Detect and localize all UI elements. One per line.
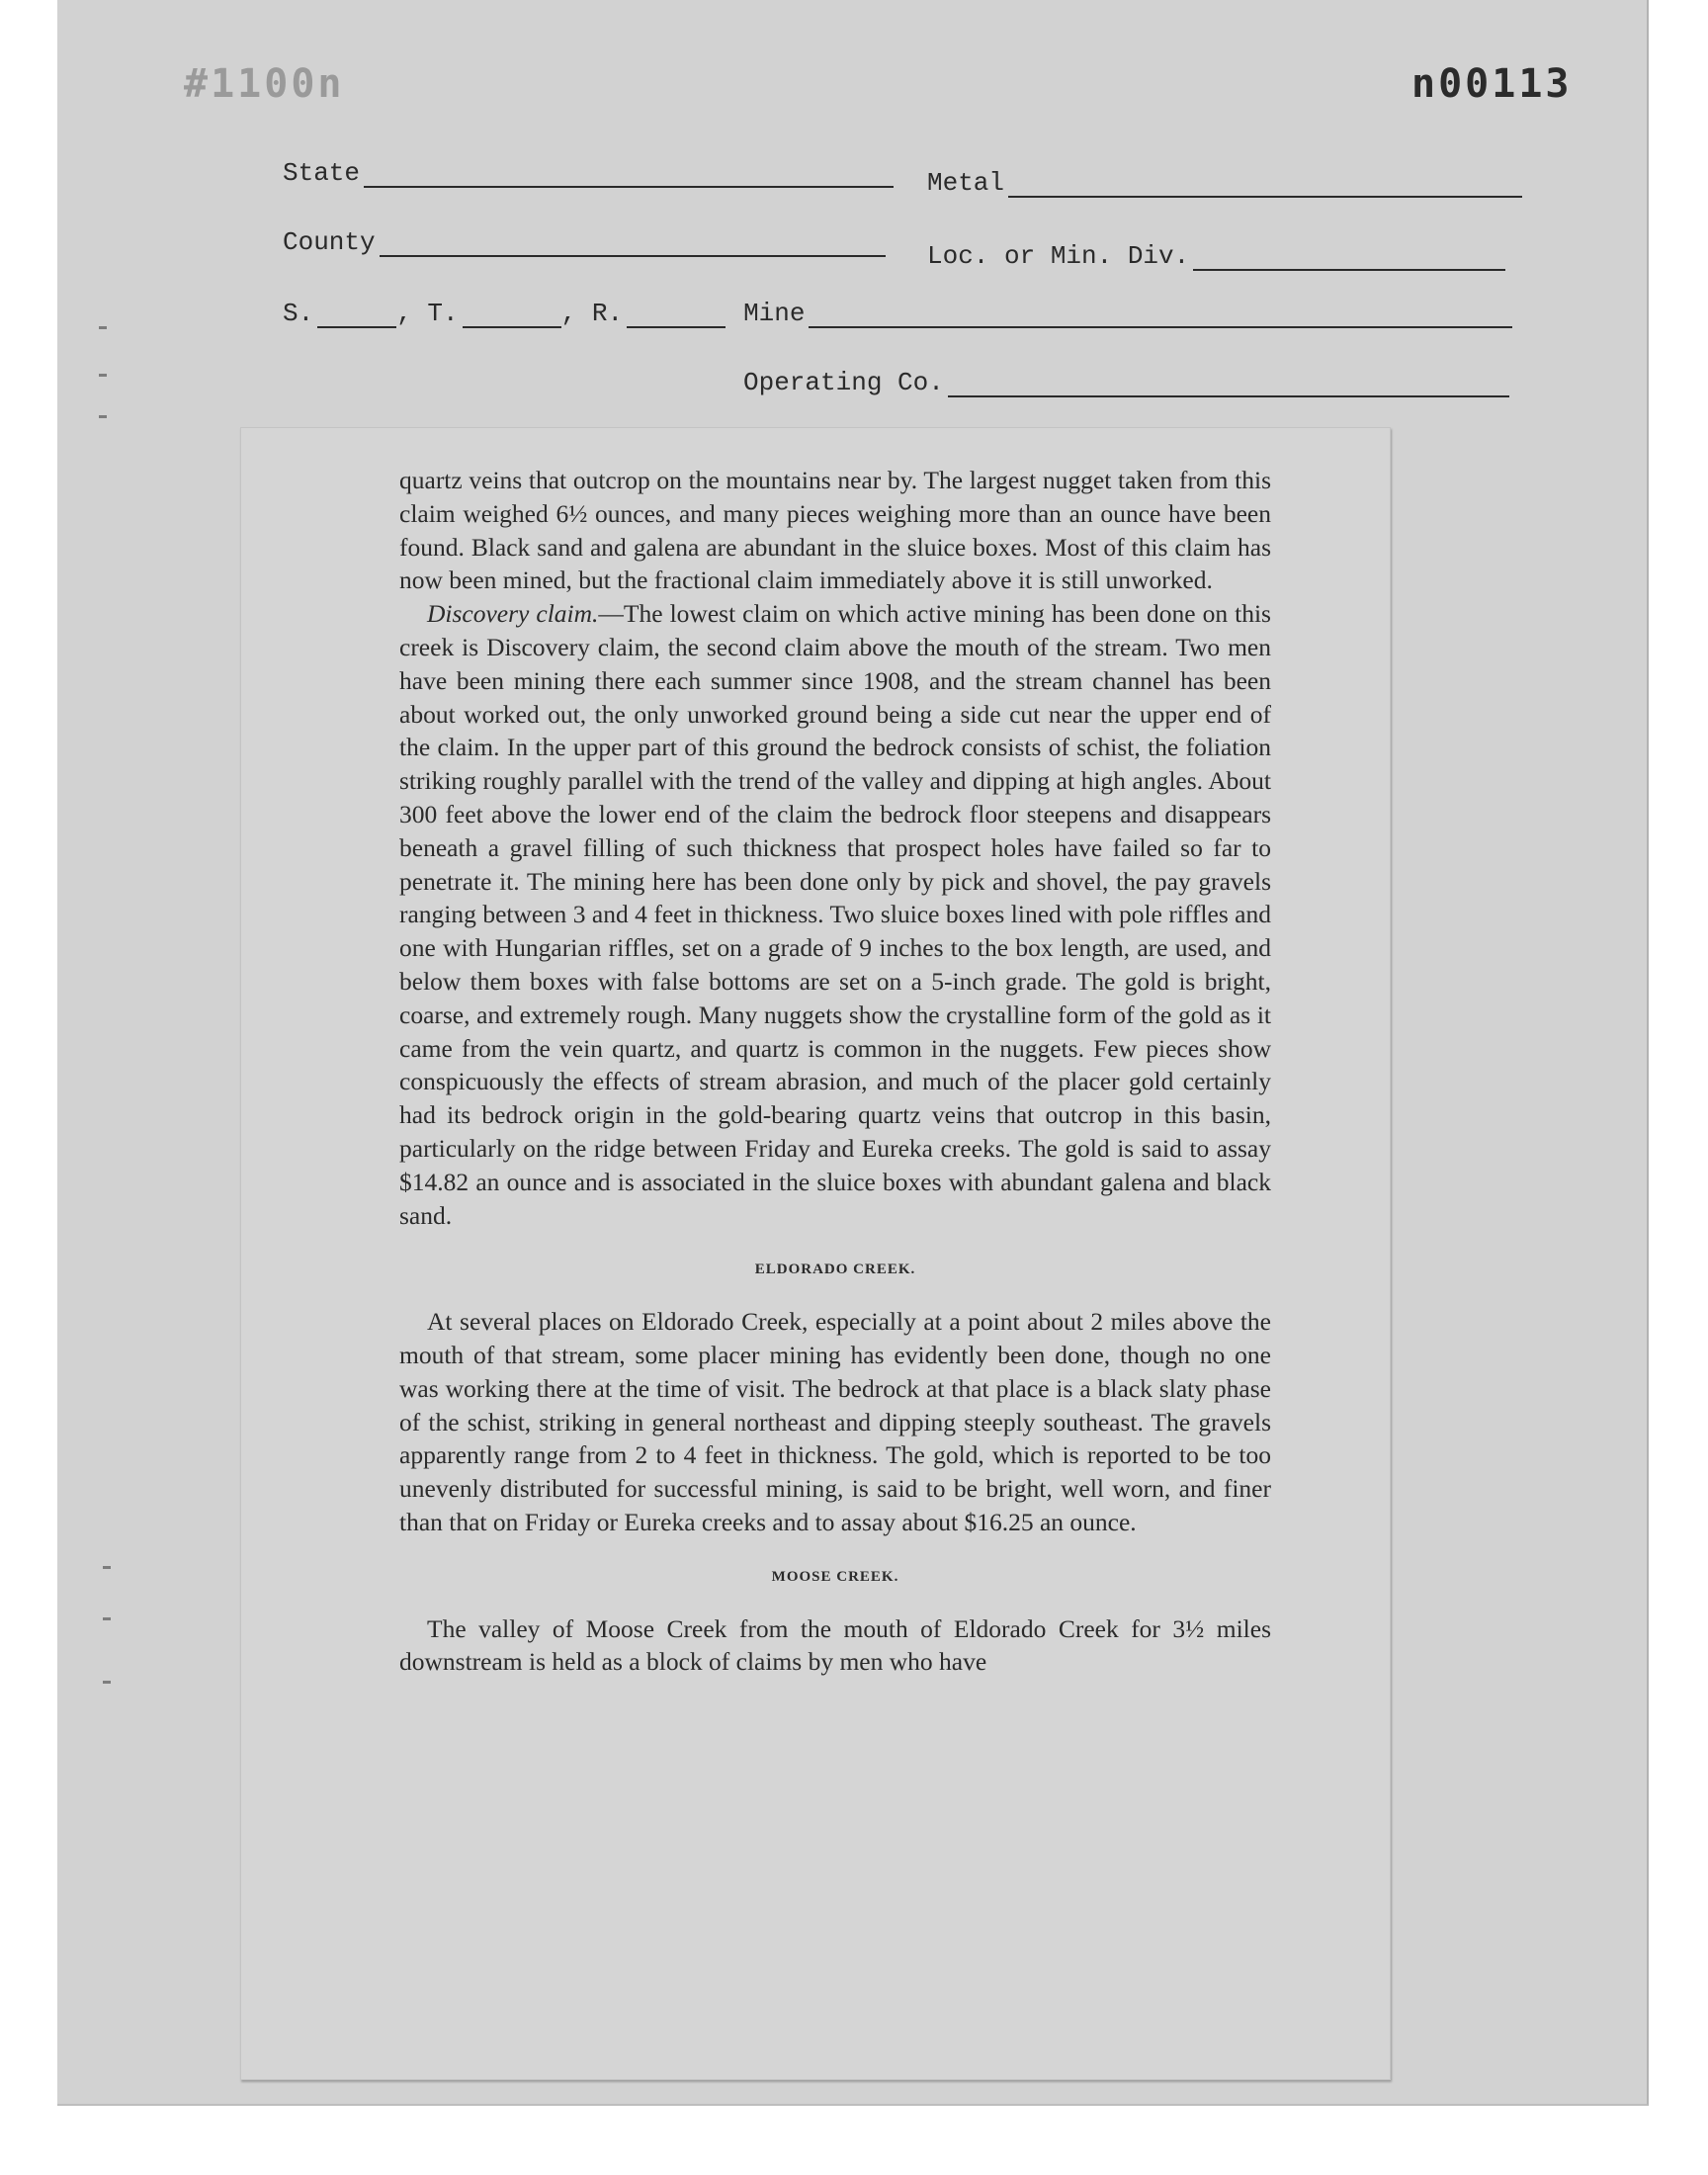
t-label: , T.	[396, 299, 459, 328]
archive-stamp-right: n00113	[1411, 61, 1573, 107]
t-line	[463, 304, 561, 328]
state-line	[364, 164, 894, 188]
loc-label: Loc. or Min. Div.	[927, 241, 1190, 271]
discovery-claim-title: Discovery claim.	[427, 599, 599, 629]
metal-line	[1008, 174, 1522, 198]
r-label: , R.	[560, 299, 624, 328]
paragraph-quartz-veins: quartz veins that outcrop on the mountains near by. The largest nugget taken from this claim weighed 6½ ounces, and many pieces weighing more than an ounce have been found. Black sand and galena are abundant in the sluice boxes. Most of this claim has now been mined, but the fractional claim immediately above it is still unworked.	[399, 466, 1271, 595]
metal-field[interactable]	[927, 168, 1522, 198]
discovery-claim-body: —The lowest claim on which active mining has been done on this creek is Discovery claim, the second claim above the mouth of the stream. Two men have been mining there each summer since 1908, and the stream channel has been about worked out, the only unworked ground being a side cut near the upper end of the claim. In the upper part of this ground the bedrock consists of schist, the foliation striking roughly parallel with the trend of the valley and dipping at high angles. About 300 feet above the lower end of the claim the bedrock floor steepens and disappears beneath a gravel filling of such thickness that prospect holes have failed so far to penetrate it. The mining here has been done only by pick and shovel, the pay gravels ranging between 3 and 4 feet in thickness. Two sluice boxes lined with pole riffles and one with Hungarian riffles, set on a grade of 9 inches to the box length, are used, and below them boxes with false bottoms are set on a 5-inch grade. The gold is bright, coarse, and extremely rough. Many nuggets show the crystalline form of the gold as it came from the vein quartz, and quartz is common in the nuggets. Few pieces show conspicuously the effects of stream abrasion, and much of the placer gold certainly had its bedrock origin in the gold-bearing quartz veins that outcrop in this basin, particularly on the ridge between Friday and Eureka creeks. The gold is said to assay $14.82 an ounce and is associated in the sluice boxes with abundant galena and black sand.	[399, 599, 1271, 1230]
margin-mark	[103, 1681, 111, 1684]
s-line	[317, 304, 396, 328]
loc-field[interactable]	[927, 241, 1505, 271]
county-field[interactable]	[283, 227, 886, 257]
margin-mark	[103, 1617, 111, 1620]
page-text	[399, 464, 1271, 1679]
metal-label: Metal	[927, 168, 1005, 198]
county-label: County	[283, 227, 376, 257]
operating-label: Operating Co.	[743, 368, 944, 397]
state-field[interactable]	[283, 158, 894, 188]
county-line	[380, 233, 886, 257]
operating-line	[948, 374, 1509, 397]
margin-mark	[99, 415, 107, 418]
loc-line	[1193, 247, 1505, 271]
str-field[interactable]	[283, 299, 1512, 328]
pasted-page	[240, 427, 1391, 2080]
mine-line	[809, 304, 1512, 328]
paragraph-moose-creek: The valley of Moose Creek from the mouth of Eldorado Creek for 3½ miles downstream is held as a block of claims by men who have	[399, 1613, 1271, 1677]
s-label: S.	[283, 299, 314, 328]
margin-mark	[99, 374, 107, 377]
r-line	[627, 304, 726, 328]
margin-mark	[103, 1566, 111, 1569]
operating-field[interactable]	[743, 368, 1509, 397]
mine-label: Mine	[743, 299, 806, 328]
heading-moose-creek: MOOSE CREEK.	[771, 1568, 899, 1585]
archive-stamp-left: #1100n	[184, 61, 345, 107]
heading-eldorado-creek: ELDORADO CREEK.	[754, 1262, 916, 1278]
paragraph-discovery-claim	[399, 597, 1271, 1232]
paragraph-eldorado-creek: At several places on Eldorado Creek, especially at a point about 2 miles above the mouth of that stream, some placer mining has evidently been done, though no one was working there at the time of visit. The bedrock at that place is a black slaty phase of the schist, striking in general northeast and dipping steeply southeast. The gravels apparently range from 2 to 4 feet in thickness. The gold, which is reported to be too unevenly distributed for successful mining, is said to be bright, well worn, and finer than that on Friday or Eureka creeks and to assay about $16.25 an ounce.	[399, 1307, 1271, 1536]
margin-mark	[99, 326, 107, 329]
state-label: State	[283, 158, 361, 188]
